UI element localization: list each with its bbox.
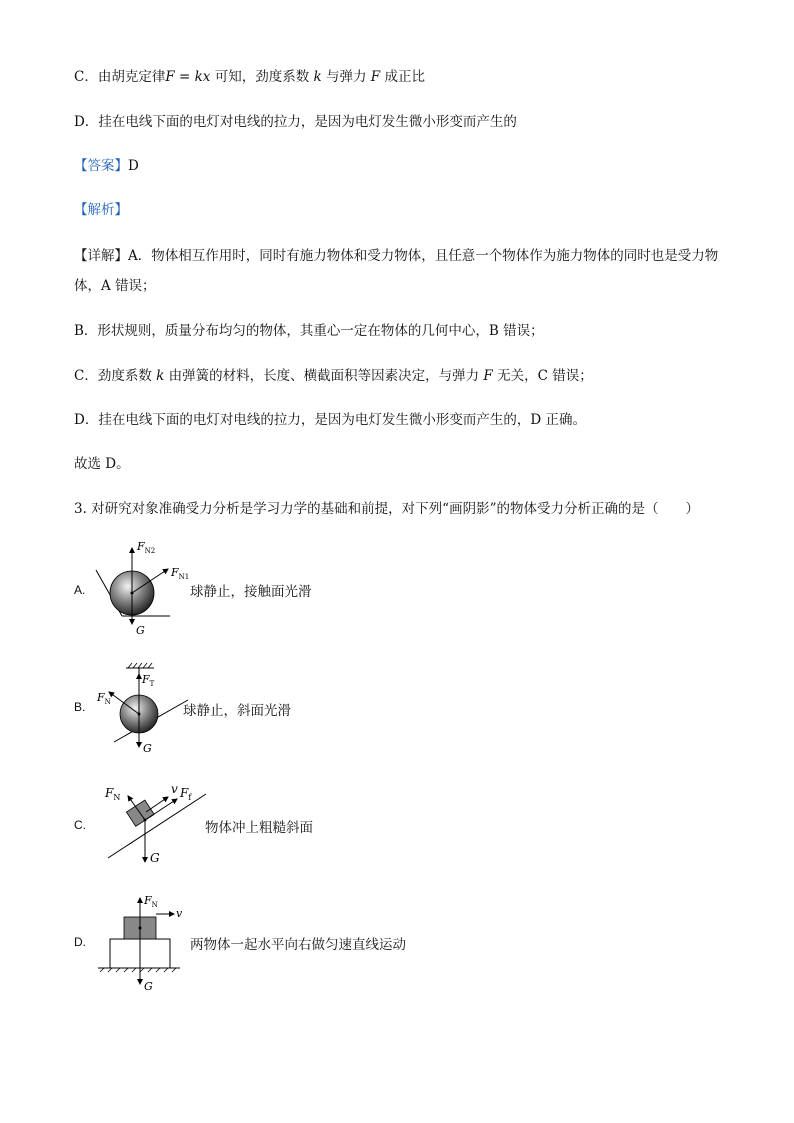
fig-d-v-label: v bbox=[176, 907, 183, 920]
option-d-label: D. bbox=[74, 935, 86, 949]
fig-a-fn1-label: $F_{N1}$ bbox=[171, 566, 190, 581]
option-d-caption: 两物体一起水平向右做匀速直线运动 bbox=[190, 937, 406, 953]
option-c-text: C．由胡克定律F = kx 可知，劲度系数 k 与弹力 F 成正比 bbox=[74, 69, 425, 85]
fig-d-g-label: G bbox=[144, 980, 153, 993]
option-a-label: A. bbox=[74, 583, 86, 597]
fig-d-fn-label: $F_N$ bbox=[144, 894, 158, 909]
figure-a bbox=[92, 538, 202, 643]
question-3: 3. 对研究对象准确受力分析是学习力学的基础和前提，对下列“画阴影”的物体受力分析正确的是（ ） bbox=[74, 501, 699, 517]
fig-b-ft-label: $F_T$ bbox=[142, 673, 155, 688]
fig-c-ff-label: $F_f$ bbox=[180, 786, 192, 802]
option-c-label: C. bbox=[74, 818, 86, 832]
detail-b: B．形状规则，质量分布均匀的物体，其重心一定在物体的几何中心，B 错误； bbox=[74, 323, 544, 339]
fig-b-fn-label: $F_N$ bbox=[97, 691, 111, 706]
conclusion: 故选 D。 bbox=[74, 456, 130, 472]
fig-a-g-label: G bbox=[136, 624, 145, 637]
fig-c-fn-label: $F_N$ bbox=[105, 786, 121, 802]
detail-d: D．挂在电线下面的电灯对电线的拉力，是因为电灯发生微小形变而产生的，D 正确。 bbox=[74, 412, 586, 428]
detail-a: 【详解】A．物体相互作用时，同时有施力物体和受力物体，且任意一个物体作为施力物体的同时也是受力物体，A 错误； bbox=[74, 248, 719, 294]
option-d-text: D．挂在电线下面的电灯对电线的拉力，是因为电灯发生微小形变而产生的 bbox=[74, 114, 517, 130]
analysis-tag: 【解析】 bbox=[74, 202, 128, 218]
answer-tag: 【答案】 bbox=[74, 158, 128, 174]
answer-value: D bbox=[128, 158, 139, 174]
option-c-caption: 物体冲上粗糙斜面 bbox=[205, 820, 313, 836]
figure-c bbox=[100, 782, 215, 872]
fig-c-g-label: G bbox=[150, 851, 160, 865]
fig-b-g-label: G bbox=[143, 742, 152, 755]
option-b-label: B. bbox=[74, 700, 86, 714]
fig-c-v-label: v bbox=[171, 782, 178, 796]
option-a-caption: 球静止，接触面光滑 bbox=[190, 584, 312, 600]
fig-a-fn2-label: $F_{N2}$ bbox=[137, 540, 156, 555]
answer-line bbox=[74, 157, 139, 175]
detail-c: C．劲度系数 k 由弹簧的材料，长度、横截面积等因素决定，与弹力 F 无关，C 错误； bbox=[74, 368, 593, 384]
option-b-caption: 球静止，斜面光滑 bbox=[183, 703, 291, 719]
